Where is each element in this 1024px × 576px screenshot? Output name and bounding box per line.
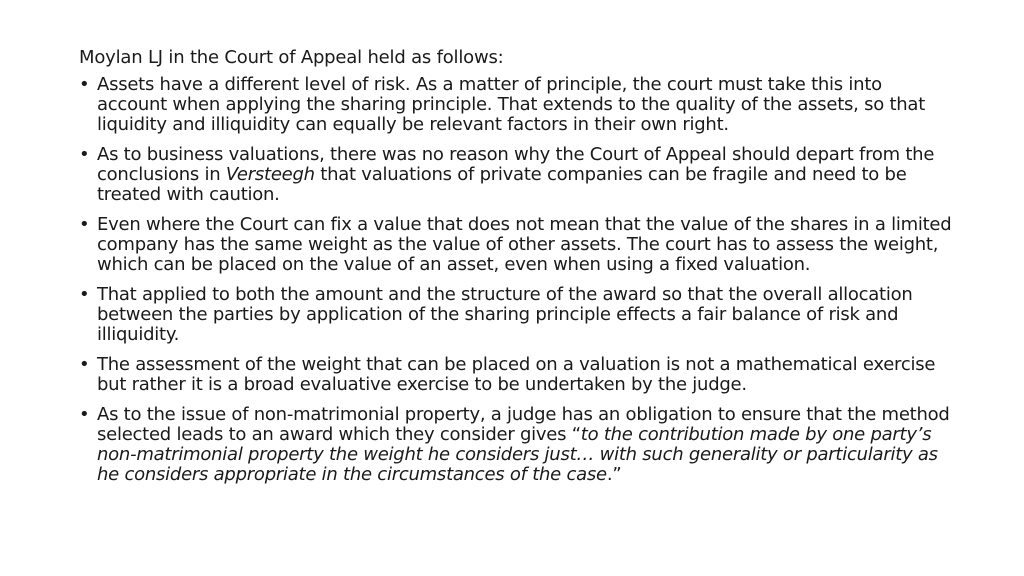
bullet-item-6 [79,405,954,485]
bullet-marker: • [79,354,90,375]
bullet-item-4 [79,285,954,345]
bullet-item-2 [79,145,954,205]
bullet-marker: • [79,74,90,95]
bullet-item-1 [79,75,954,135]
bullet-text-part: that valuations of private companies can be fragile and need to be treated with caution. [97,164,907,205]
intro-line: Moylan LJ in the Court of Appeal held as follows: [79,47,504,68]
bullet-text-part: As to the issue of non-matrimonial property, a judge has an obligation to ensure that the method selected leads to an award which they consider gives “ [97,404,950,445]
bullet-marker: • [79,284,90,305]
case-name-italic: Versteegh [225,164,315,185]
bullet-item-5 [79,355,954,395]
bullet-marker: • [79,144,90,165]
bullet-text: The assessment of the weight that can be placed on a valuation is not a mathematical exercise but rather it is a broad evaluative exercise to be undertaken by the judge. [97,354,936,395]
bullet-text: That applied to both the amount and the structure of the award so that the overall allocation between the parties by application of the sharing principle effects a fair balance of risk and illiquidity. [97,284,913,345]
bullet-text: Assets have a different level of risk. As a matter of principle, the court must take this into account when applying the sharing principle. That extends to the quality of the assets, so that liquidity and illiquidity can equally be relevant factors in their own right. [97,74,925,135]
bullet-text: Even where the Court can fix a value that does not mean that the value of the shares in a limited company has the same weight as the value of other assets. The court has to assess the weight, which can be placed on the value of an asset, even when using a fixed valuation. [97,214,952,275]
bullet-text-part: As to business valuations, there was no reason why the Court of Appeal should depart from the conclusions in [97,144,935,185]
quote-italic: to the contribution made by one party’s non-matrimonial property the weight he considers just… with such generality or particularity as he considers appropriate in the circumstances of the case [97,424,938,485]
bullet-list [79,75,954,485]
bullet-text-part: .” [606,464,622,485]
bullet-marker: • [79,404,90,425]
bullet-marker: • [79,214,90,235]
bullet-item-3 [79,215,954,275]
